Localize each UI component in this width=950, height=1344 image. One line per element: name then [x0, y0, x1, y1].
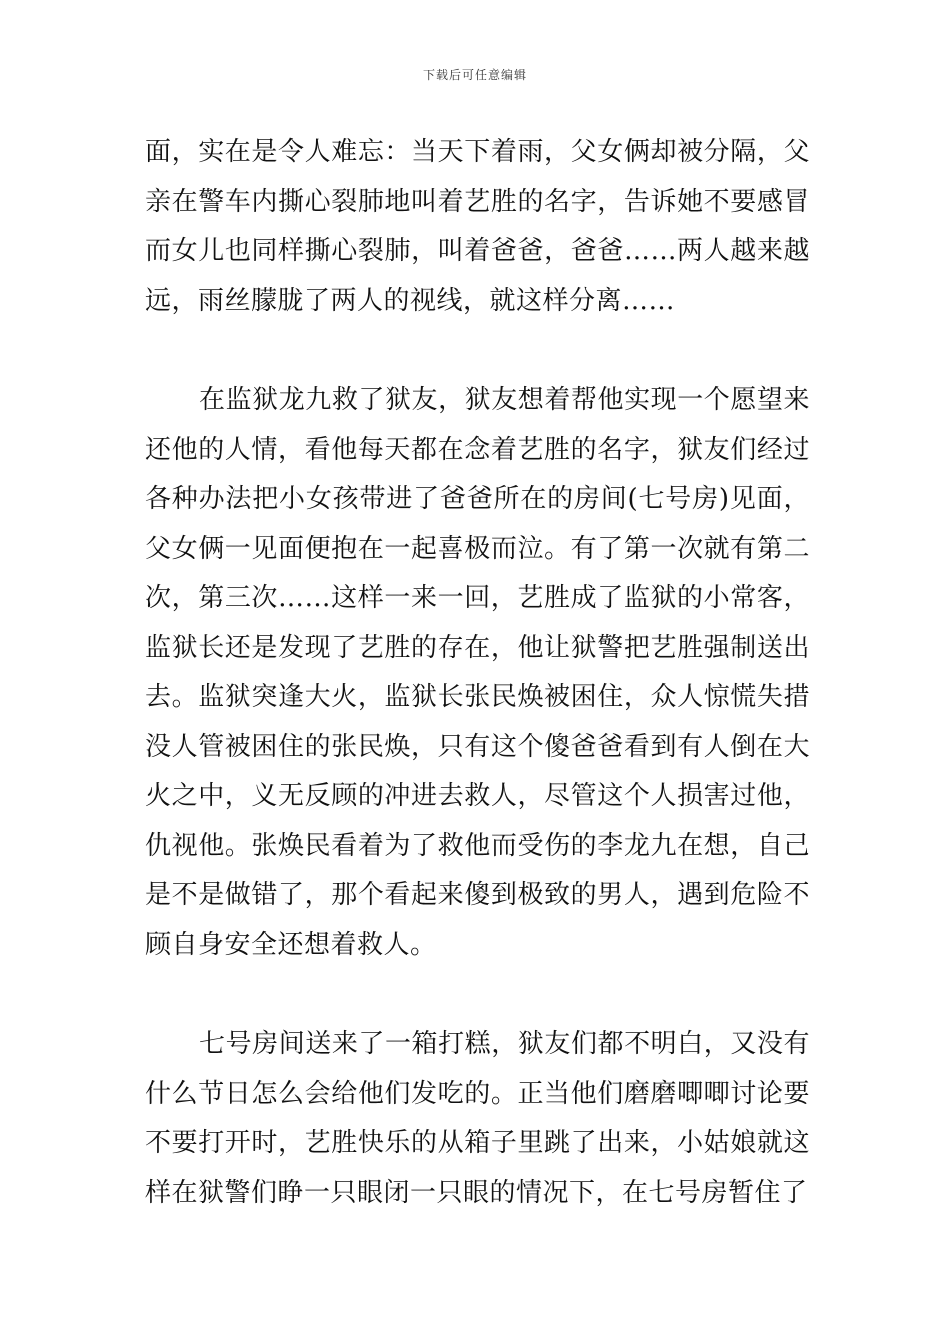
- paragraph-room-seven: 七号房间送来了一箱打糕，狱友们都不明白，又没有什么节日怎么会给他们发吃的。正当他们磨磨唧唧讨论要不要打开时，艺胜快乐的从箱子里跳了出来，小姑娘就这样在狱警们睁一只眼闭一只眼的情况下，在七号房暂住了: [145, 1029, 810, 1208]
- paragraph-gap: [145, 326, 810, 376]
- page-header-note: 下载后可任意编辑: [422, 68, 527, 82]
- paragraph-continued: 面，实在是令人难忘：当天下着雨，父女俩却被分隔，父亲在警车内撕心裂肺地叫着艺胜的名字，告诉她不要感冒而女儿也同样撕心裂肺，叫着爸爸，爸爸……两人越来越远，雨丝朦胧了两人的视线，就这样分离……: [145, 137, 810, 316]
- document-body: [145, 128, 810, 1218]
- paragraph-prison-story: 在监狱龙九救了狱友，狱友想着帮他实现一个愿望来还他的人情，看他每天都在念着艺胜的名字，狱友们经过各种办法把小女孩带进了爸爸所在的房间(七号房)见面，父女俩一见面便抱在一起喜极而泣。有了第一次就有第二次，第三次……这样一来一回，艺胜成了监狱的小常客，监狱长还是发现了艺胜的存在，他让狱警把艺胜强制送出去。监狱突逢大火，监狱长张民焕被困住，众人惊慌失措没人管被困住的张民焕，只有这个傻爸爸看到有人倒在大火之中，义无反顾的冲进去救人，尽管这个人损害过他，仇视他。张焕民看着为了救他而受伤的李龙九在想，自己是不是做错了，那个看起来傻到极致的男人，遇到危险不顾自身安全还想着救人。: [145, 385, 810, 960]
- paragraph-gap: [145, 970, 810, 1020]
